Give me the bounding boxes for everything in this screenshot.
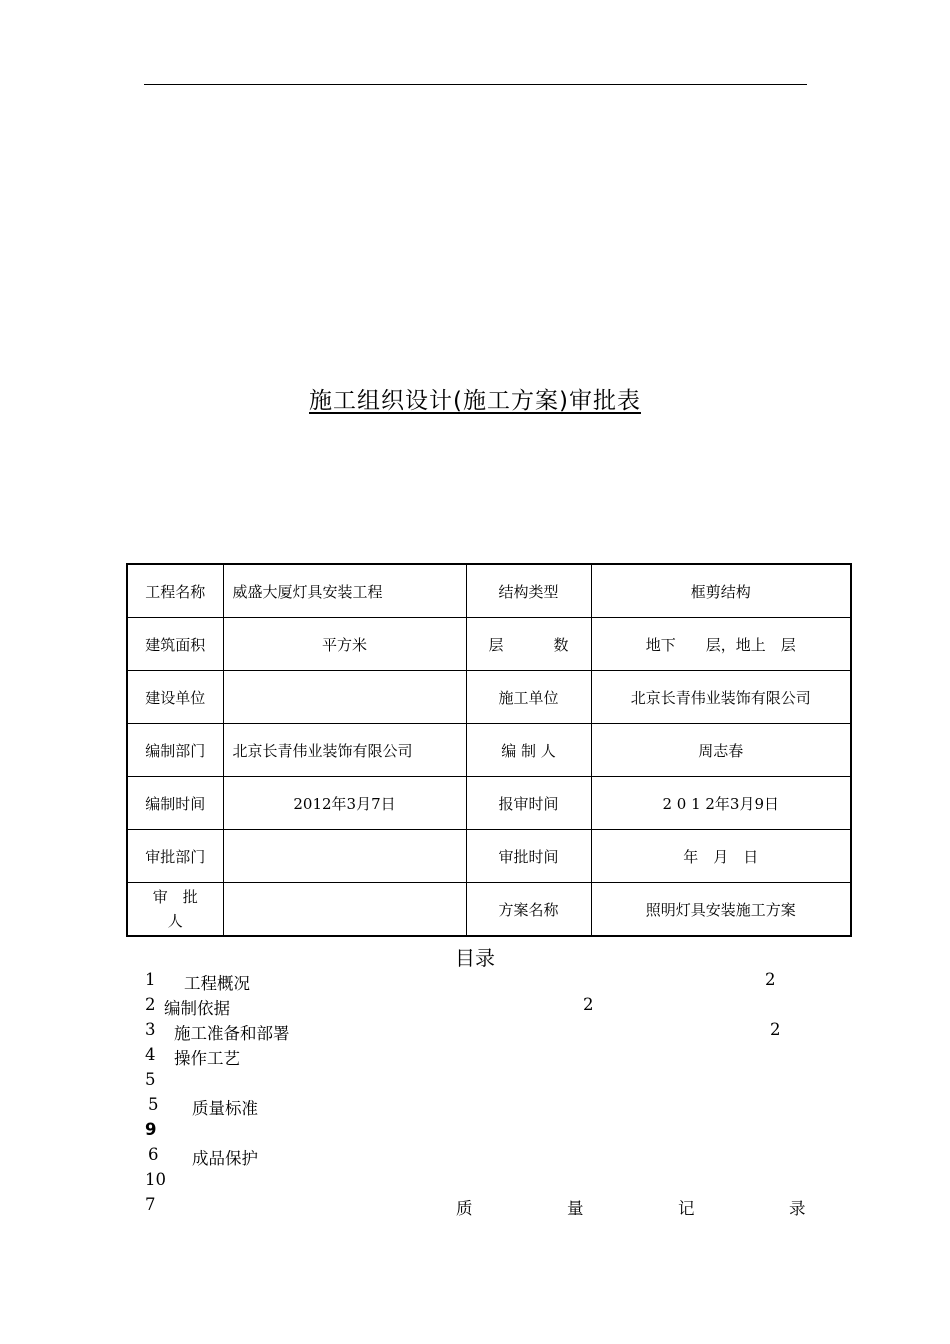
toc-title: 目录 <box>455 946 495 970</box>
prep-date-label: 编制时间 <box>127 777 223 830</box>
toc-item-num: 3 <box>145 1020 156 1039</box>
approve-date-label: 审批时间 <box>466 830 591 883</box>
preparer-label: 编 制 人 <box>466 724 591 777</box>
table-row <box>127 830 851 883</box>
contractor-value: 北京长青伟业装饰有限公司 <box>591 671 851 724</box>
owner-value <box>223 671 466 724</box>
approver-label-line2: 人 <box>167 912 183 930</box>
toc-item-text: 编制依据 <box>164 999 230 1018</box>
toc-item-num: 6 <box>148 1145 159 1164</box>
prep-date-value: 2012年3月7日 <box>223 777 466 830</box>
approver-label-line1: 审 批 <box>152 888 198 906</box>
toc-item-text: 成品保护 <box>192 1149 258 1168</box>
toc-item-page: 2 <box>583 995 594 1014</box>
building-area-label: 建筑面积 <box>127 618 223 671</box>
toc-item-num: 7 <box>145 1195 156 1214</box>
approve-dept-value <box>223 830 466 883</box>
structure-type-label: 结构类型 <box>466 564 591 618</box>
floors-value: 地下 层，地上 层 <box>591 618 851 671</box>
toc-item-text: 施工准备和部署 <box>174 1024 290 1043</box>
plan-name-value: 照明灯具安装施工方案 <box>591 883 851 937</box>
project-name-value: 威盛大厦灯具安装工程 <box>223 564 466 618</box>
approver-label <box>127 883 223 937</box>
table-row <box>127 777 851 830</box>
floors-label: 层 数 <box>466 618 591 671</box>
toc-item-char: 量 <box>567 1199 584 1218</box>
toc-item-text: 操作工艺 <box>174 1049 240 1068</box>
approval-table <box>126 563 852 937</box>
toc-item-page: 2 <box>765 970 776 989</box>
toc-item-char: 质 <box>456 1199 473 1218</box>
toc-item-page: 5 <box>145 1070 156 1089</box>
toc-item-char: 记 <box>678 1199 695 1218</box>
toc-item-text: 工程概况 <box>184 974 250 993</box>
prep-dept-value: 北京长青伟业装饰有限公司 <box>223 724 466 777</box>
table-row <box>127 564 851 618</box>
toc-item-page: 2 <box>770 1020 781 1039</box>
table-row <box>127 618 851 671</box>
toc-item-num: 4 <box>145 1045 156 1064</box>
toc-item-text: 质量标准 <box>192 1099 258 1118</box>
preparer-value: 周志春 <box>591 724 851 777</box>
building-area-value: 平方米 <box>223 618 466 671</box>
toc-item-char: 录 <box>789 1199 806 1218</box>
toc-item-page: 9 <box>145 1120 157 1139</box>
prep-dept-label: 编制部门 <box>127 724 223 777</box>
toc-item-num: 5 <box>148 1095 159 1114</box>
toc-item-num: 1 <box>145 970 156 989</box>
submit-date-label: 报审时间 <box>466 777 591 830</box>
owner-label: 建设单位 <box>127 671 223 724</box>
document-title: 施工组织设计(施工方案)审批表 <box>309 388 641 414</box>
table-row <box>127 724 851 777</box>
approver-value <box>223 883 466 937</box>
structure-type-value: 框剪结构 <box>591 564 851 618</box>
approve-date-value: 年 月 日 <box>591 830 851 883</box>
project-name-label: 工程名称 <box>127 564 223 618</box>
approve-dept-label: 审批部门 <box>127 830 223 883</box>
toc-item-page: 10 <box>145 1170 166 1189</box>
submit-date-value: 2 0 1 2年3月9日 <box>591 777 851 830</box>
table-row <box>127 671 851 724</box>
toc-item-num: 2 <box>145 995 156 1014</box>
header-rule <box>144 84 807 85</box>
plan-name-label: 方案名称 <box>466 883 591 937</box>
table-row <box>127 883 851 937</box>
contractor-label: 施工单位 <box>466 671 591 724</box>
